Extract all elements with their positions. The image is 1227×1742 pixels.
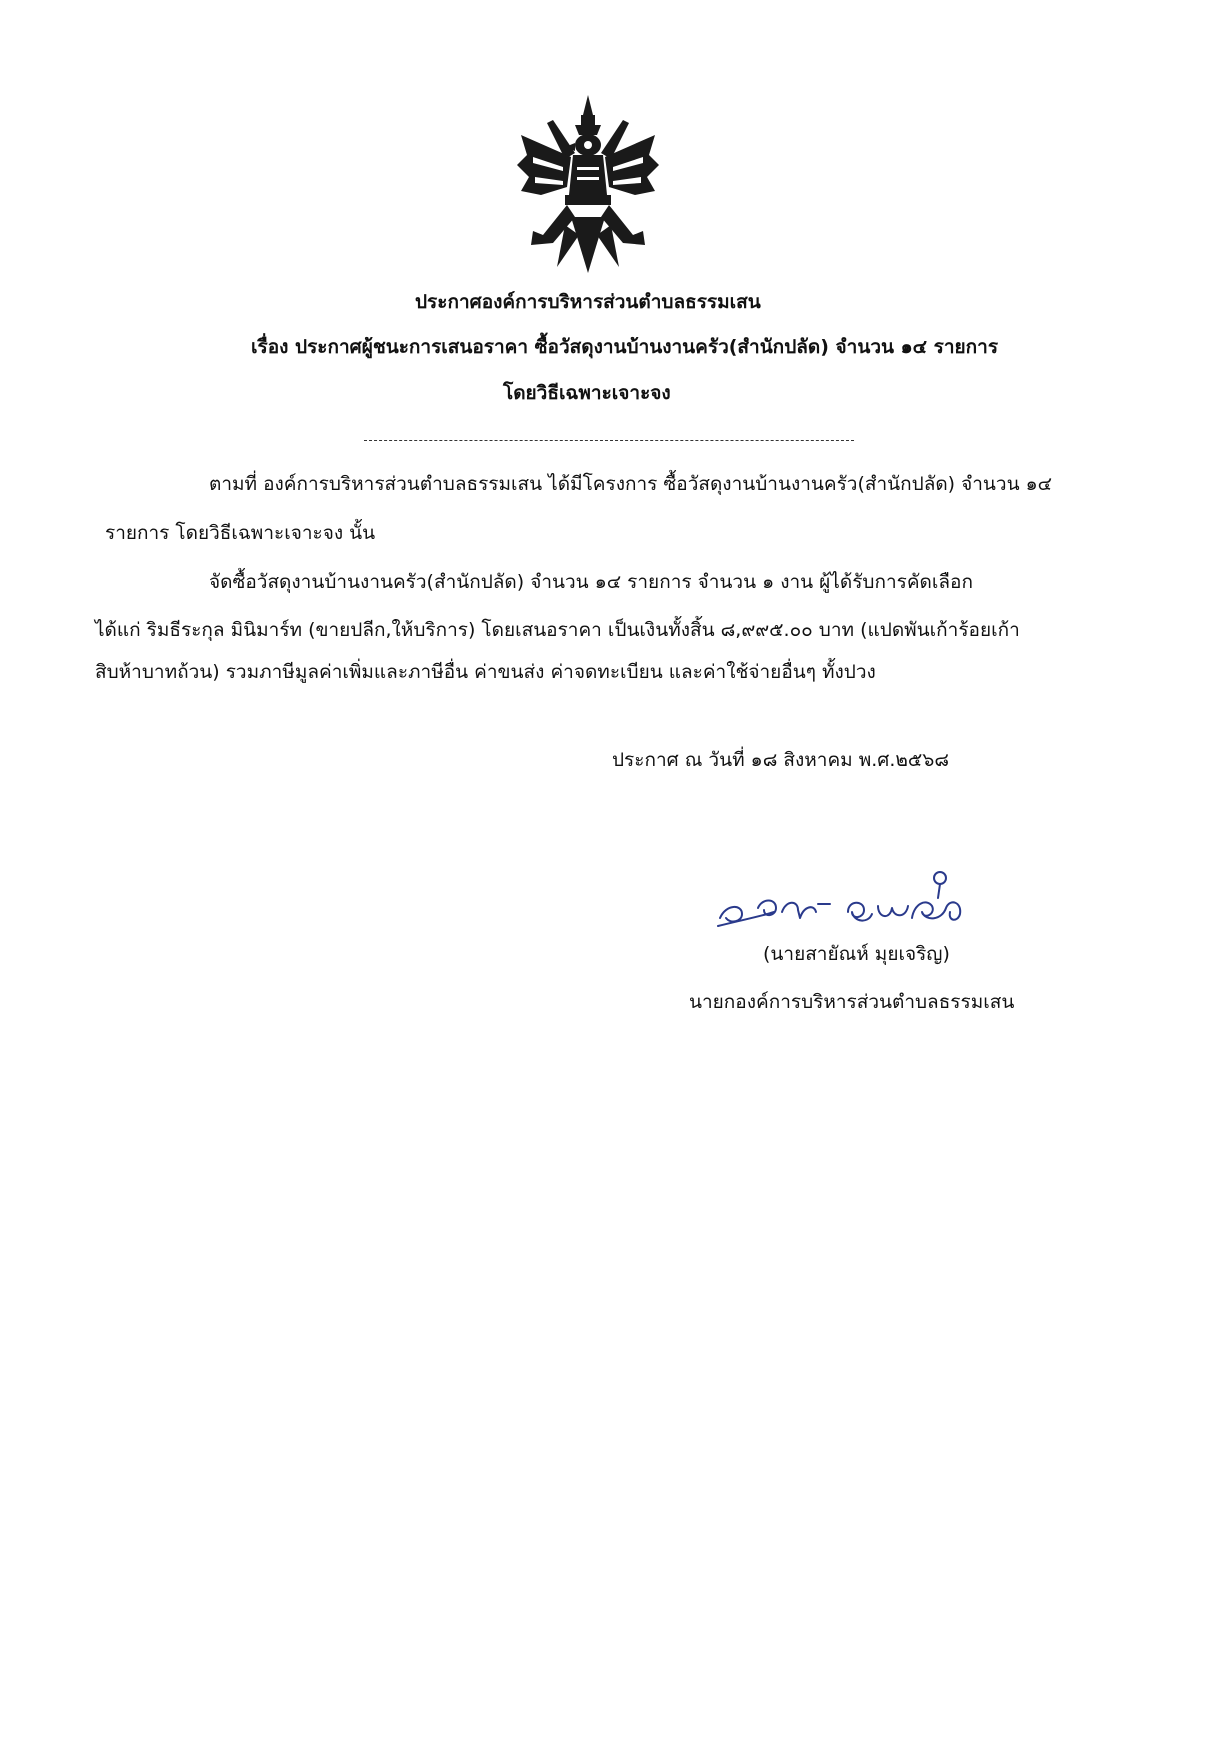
paragraph-2-line-1: จัดซื้อวัสดุงานบ้านงานครัว(สำนักปลัด) จำนวน ๑๔ รายการ จำนวน ๑ งาน ผู้ได้รับการคัดเลือก: [209, 571, 973, 593]
procurement-method: โดยวิธีเฉพาะเจาะจง: [503, 382, 671, 404]
handwritten-signature: [712, 868, 982, 938]
garuda-emblem-icon: [513, 95, 663, 275]
signatory-position: นายกองค์การบริหารส่วนตำบลธรรมเสน: [689, 991, 1015, 1013]
paragraph-2-line-3: สิบห้าบาทถ้วน) รวมภาษีมูลค่าเพิ่มและภาษีอื่น ค่าขนส่ง ค่าจดทะเบียน และค่าใช้จ่ายอื่นๆ ทั้งปวง: [95, 661, 876, 683]
signatory-name: (นายสายัณห์ มุยเจริญ): [763, 943, 950, 965]
announcement-date: ประกาศ ณ วันที่ ๑๘ สิงหาคม พ.ศ.๒๕๖๘: [612, 749, 950, 771]
dashed-divider: [364, 440, 854, 441]
paragraph-1-line-2: รายการ โดยวิธีเฉพาะเจาะจง นั้น: [105, 522, 376, 544]
announcement-subject: เรื่อง ประกาศผู้ชนะการเสนอราคา ซื้อวัสดุงานบ้านงานครัว(สำนักปลัด) จำนวน ๑๔ รายการ: [251, 336, 999, 358]
paragraph-2-line-2: ได้แก่ ริมธีระกุล มินิมาร์ท (ขายปลีก,ให้บริการ) โดยเสนอราคา เป็นเงินทั้งสิ้น ๘,๙๙๕.๐๐ บาท (แปดพันเก้าร้อยเก้า: [95, 619, 1020, 641]
announcement-title: ประกาศองค์การบริหารส่วนตำบลธรรมเสน: [415, 291, 761, 313]
paragraph-1-line-1: ตามที่ องค์การบริหารส่วนตำบลธรรมเสน ได้มีโครงการ ซื้อวัสดุงานบ้านงานครัว(สำนักปลัด) จำนวน ๑๔: [209, 473, 1053, 495]
